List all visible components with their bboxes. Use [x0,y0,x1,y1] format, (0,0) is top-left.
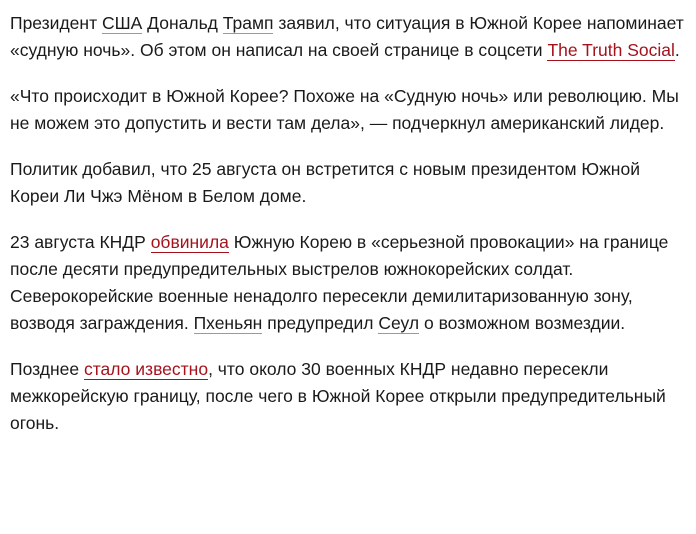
paragraph-trump-statement [10,10,686,64]
paragraph-border-crossing [10,356,686,437]
text: , что около 30 военных КНДР недавно пересекли межкорейскую границу, после чего в Южной Корее открыли предупредительный огонь. [10,359,666,433]
tag-link-trump[interactable]: Трамп [222,13,274,33]
link-became-known[interactable]: стало известно [83,359,209,379]
tag-link-pyongyang[interactable]: Пхеньян [193,313,263,333]
text: . [674,40,680,60]
text: Президент [10,13,102,33]
text: предупредил [262,313,379,333]
text: Южную Корею в «серьезной провокации» на границе после десяти предупредительных выстрелов южнокорейских солдат. Северокорейские военные ненадолго пересекли демилитаризованную зону, возводя заграждения. [10,232,669,333]
link-truth-social[interactable]: The Truth Social [547,40,675,60]
text: заявил, что ситуация в Южной Корее напоминает «судную ночь». Об этом он написал на своей странице в соцсети [10,13,684,60]
link-accused[interactable]: обвинила [150,232,229,252]
tag-link-usa[interactable]: США [101,13,143,33]
text: о возможном возмездии. [419,313,626,333]
paragraph-quote: «Что происходит в Южной Корее? Похоже на «Судную ночь» или революцию. Мы не можем это допустить и вести там дела», — подчеркнул американский лидер. [10,86,679,133]
text: 23 августа КНДР [10,232,151,252]
text: Позднее [10,359,84,379]
tag-link-seoul[interactable]: Сеул [378,313,420,333]
paragraph-dprk-accusation [10,229,686,337]
text: Дональд [142,13,223,33]
paragraph-meeting: Политик добавил, что 25 августа он встретится с новым президентом Южной Кореи Ли Чжэ Мёном в Белом доме. [10,159,640,206]
